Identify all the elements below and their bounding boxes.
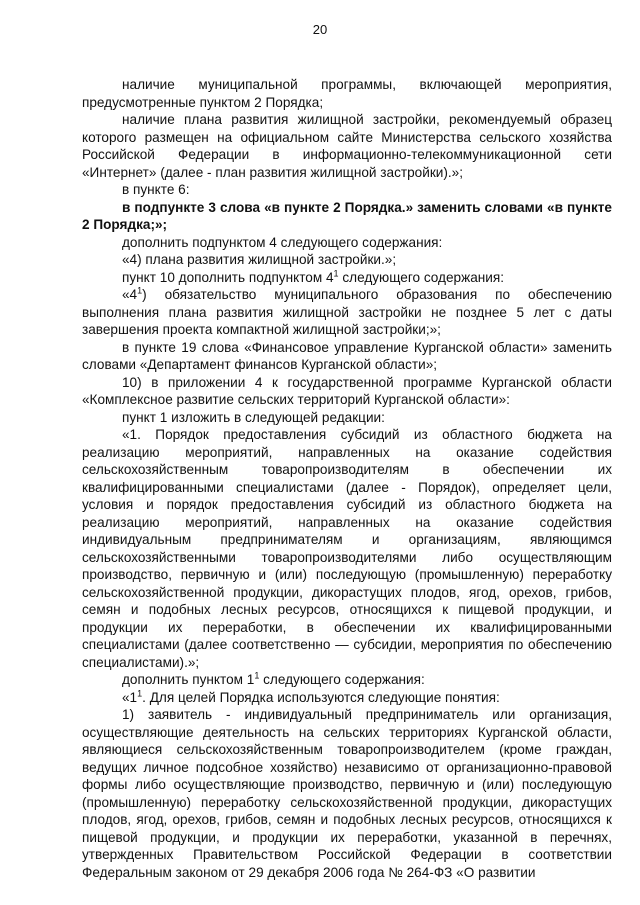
paragraph-text: 10) в приложении 4 к государственной программе Курганской области «Комплексное развитие сельских территорий Курганской области»: [82,374,612,407]
paragraph-text: дополнить подпунктом 4 следующего содержания: [122,234,443,250]
superscript: 1 [254,670,260,681]
paragraph [82,671,612,689]
paragraph [82,426,612,671]
paragraph-tail: . Для целей Порядка используются следующие понятия: [142,689,500,705]
paragraph-tail: следующего содержания: [259,672,425,687]
paragraph [82,251,612,269]
paragraph-text: «4 [122,287,138,302]
paragraph [82,409,612,427]
paragraph-text: «1. Порядок предоставления субсидий из областного бюджета на реализацию мероприятий, направленных на оказание содействия сельскохозяйственным товаропроизводителям в обеспечении их квалифицированными специалистами (далее - Порядок), определяет цели, условия и порядок предоставления субсидий из областного бюджета на реализацию мероприятий, направленных на оказание содействия индивидуальным предпринимателям и организациям, являющимся сельскохозяйственными товаропроизводителями либо осуществляющим производство, первичную и (или) последующую (промышленную) переработку сельскохозяйственной продукции, дикорастущих плодов, ягод, орехов, грибов, семян и подобных лесных ресурсов, относящихся к пищевой продукции, и продукции их переработки, в обеспечении их квалифицированными специалистами (далее соответственно — субсидии, мероприятия по обеспечению специалистами).»; [82,427,612,670]
paragraph-tail: ) обязательство муниципального образования по обеспечению выполнения плана развития жилищной застройки не позднее 5 лет с даты завершения проекта компактной жилищной застройки;»; [82,287,612,337]
paragraph [82,234,612,252]
paragraph [82,374,612,409]
paragraph [82,339,612,374]
paragraph-text: в подпункте 3 слова «в пункте 2 Порядка.» заменить словами «в пункте 2 Порядка;»; [82,199,612,232]
paragraph-text: в пункте 19 слова «Финансовое управление Курганской области» заменить словами «Департамент финансов Курганской области»; [82,339,612,372]
paragraph [82,706,612,881]
paragraph-text: пункт 1 изложить в следующей редакции: [122,409,385,425]
page-number: 20 [312,22,328,37]
paragraph [82,286,612,339]
document-body [82,76,612,881]
superscript: 1 [137,285,143,296]
paragraph-text: в пункте 6: [122,182,190,197]
paragraph-text: 1) заявитель - индивидуальный предприниматель или организация, осуществляющие деятельность на сельских территориях Курганской области, являющиеся сельскохозяйственным товаропроизводителем (кроме граждан, ведущих личное подсобное хозяйство) независимо от организационно-правовой формы либо осуществляющие производство, первичную и (или) последующую (промышленную) переработку сельскохозяйственной продукции, дикорастущих плодов, ягод, орехов, грибов, семян и подобных лесных ресурсов, относящихся к пищевой продукции, и продукции их переработки, указанной в перечнях, утвержденных Правительством Российской Федерации в соответствии Федеральным законом от 29 декабря 2006 года № 264-ФЗ «О развитии [82,707,612,880]
paragraph [82,76,612,111]
paragraph-text: «1 [122,689,138,705]
paragraph [82,111,612,181]
paragraph-text: «4) плана развития жилищной застройки.»; [122,252,397,267]
paragraph-bold [82,199,612,234]
superscript: 1 [137,687,143,698]
paragraph-text: пункт 10 дополнить подпунктом 4 [122,269,334,285]
paragraph [82,181,612,199]
superscript: 1 [333,267,339,278]
paragraph-text: дополнить пунктом 1 [122,672,255,687]
paragraph-text: наличие муниципальной программы, включающей мероприятия, предусмотренные пунктом 2 Порядка; [82,77,612,110]
paragraph [82,689,612,707]
paragraph-tail: следующего содержания: [338,269,504,285]
paragraph [82,269,612,287]
paragraph-text: наличие плана развития жилищной застройки, рекомендуемый образец которого размещен на официальном сайте Министерства сельского хозяйства Российской Федерации в информационно-телекоммуникационной сети «Интернет» (далее - план развития жилищной застройки).»; [82,112,612,180]
